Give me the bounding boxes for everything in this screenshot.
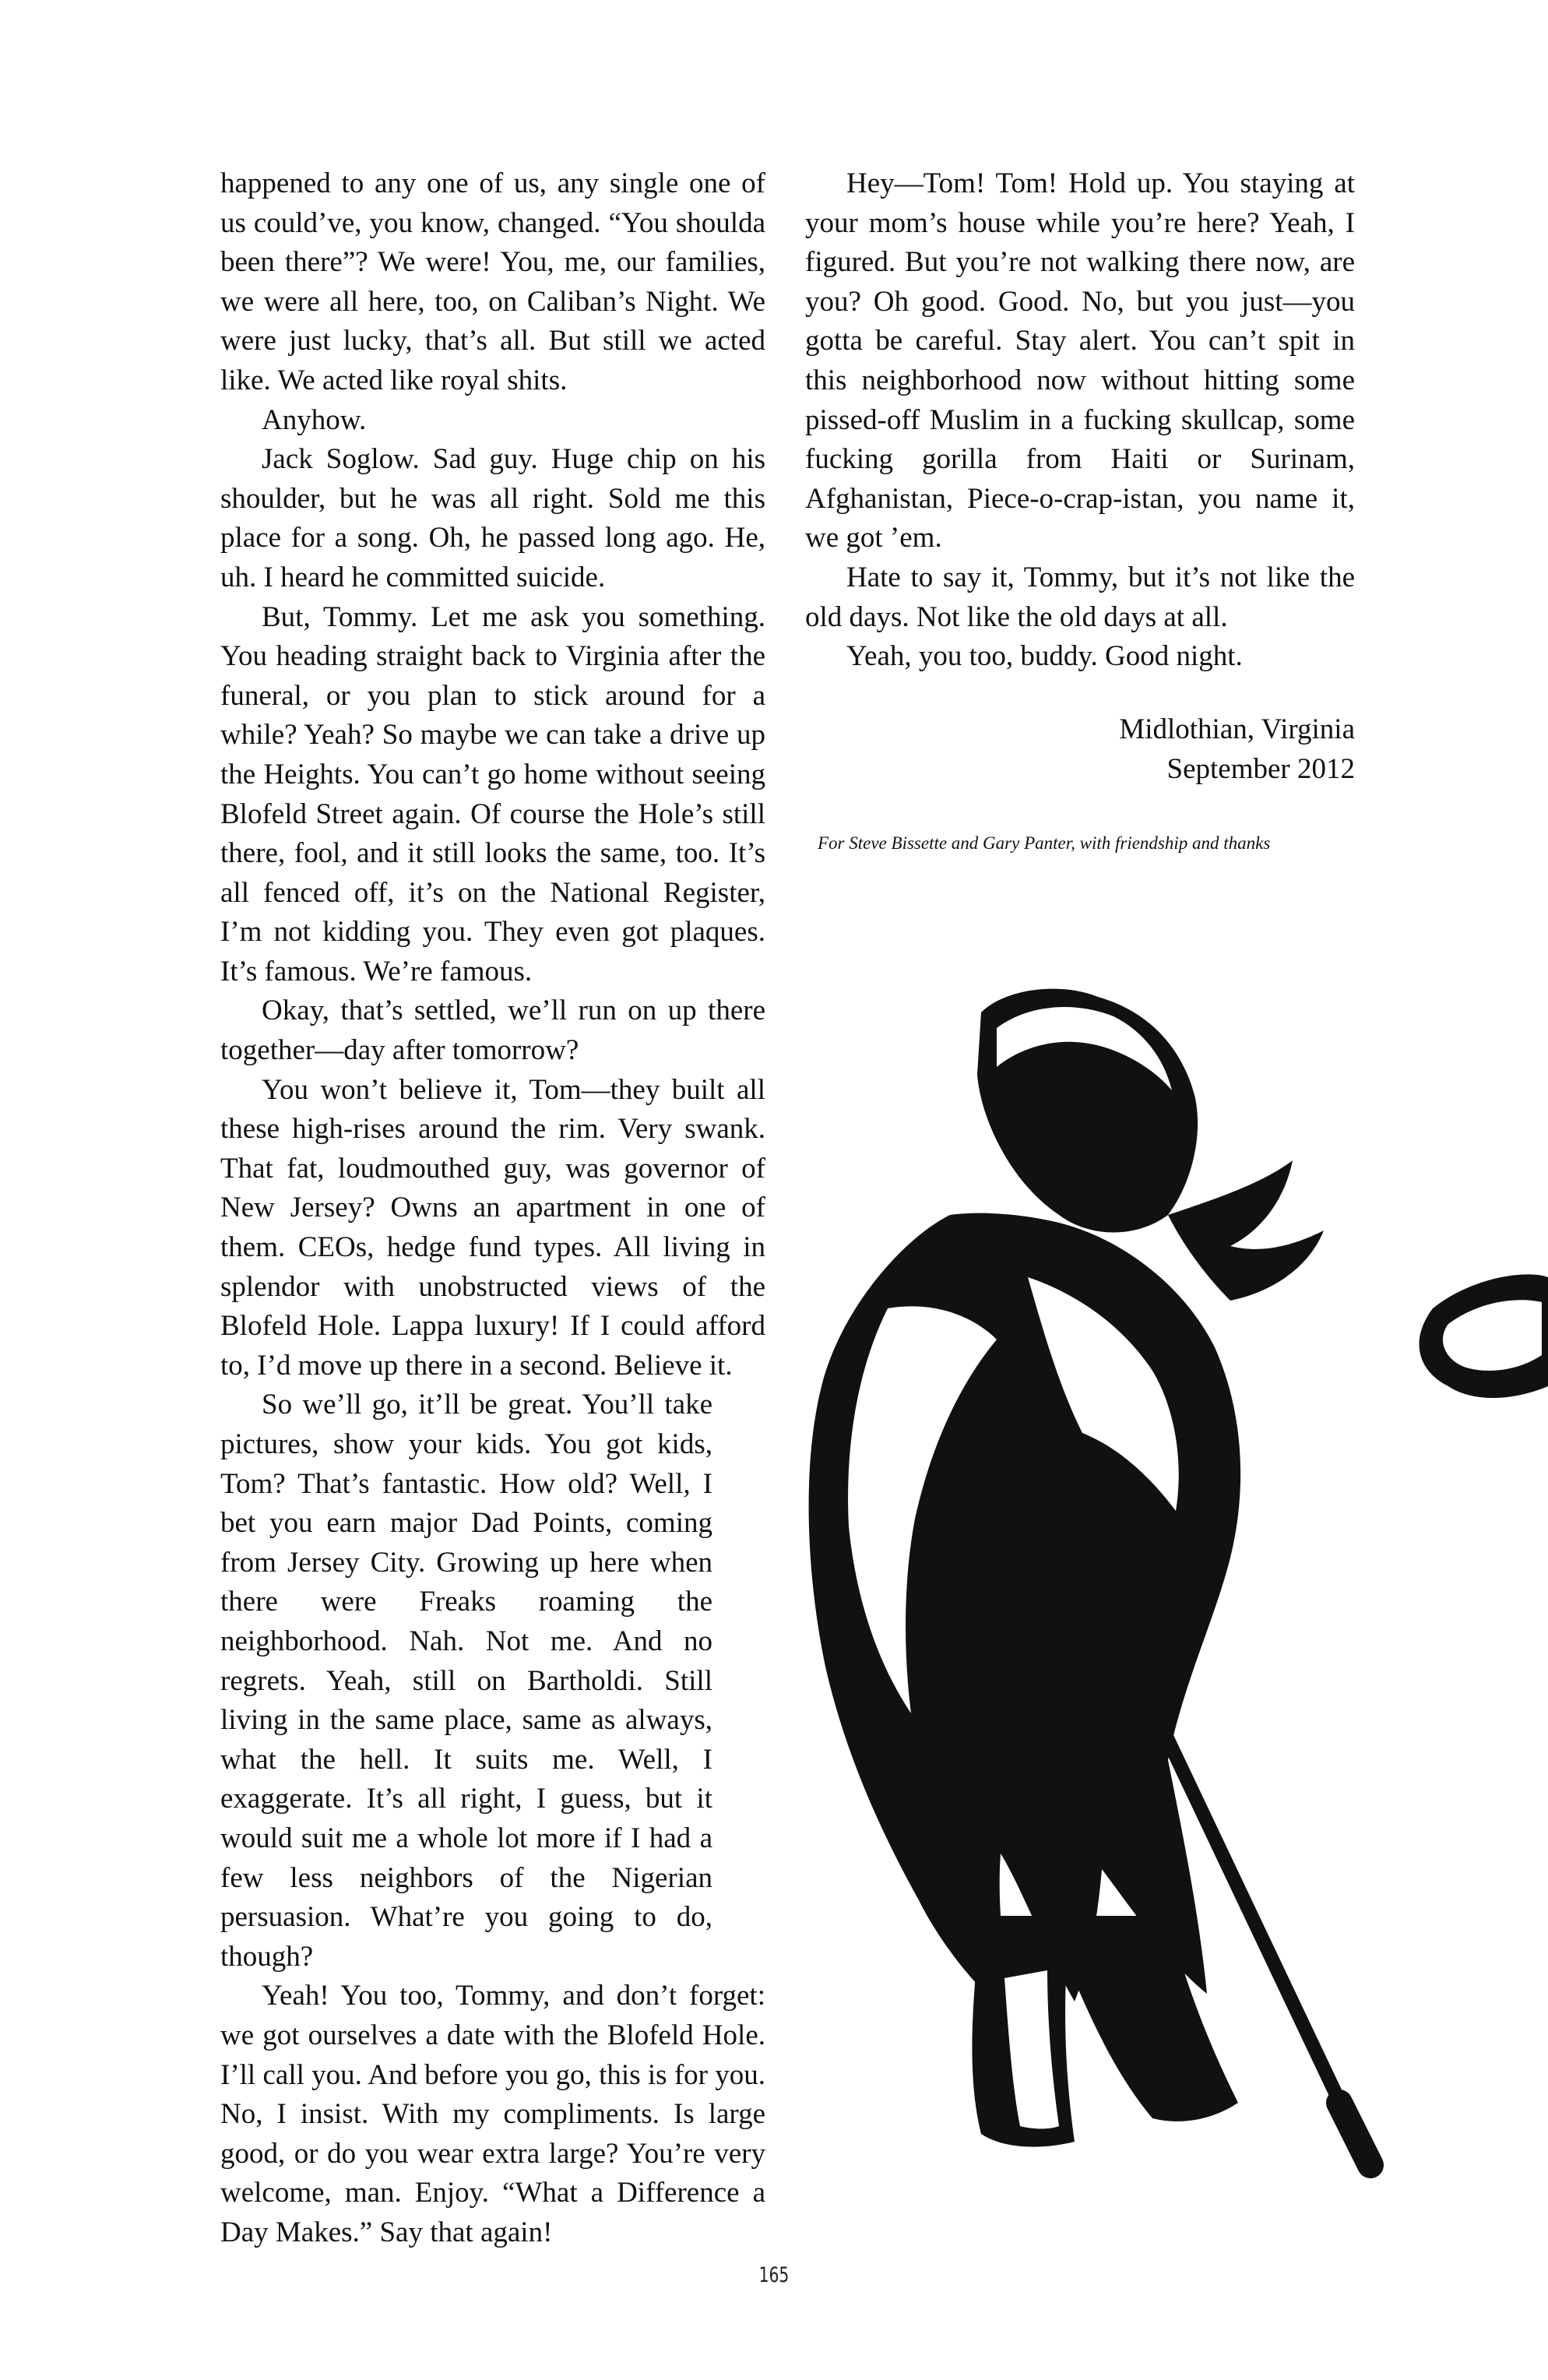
left-text-column: [220, 164, 765, 2252]
dedication: For Steve Bissette and Gary Panter, with friendship and thanks: [818, 833, 1271, 853]
paragraph: Hate to say it, Tommy, but it’s not like the old days. Not like the old days at all.: [805, 561, 1355, 633]
paragraph: Hey—Tom! Tom! Hold up. You staying at your mom’s house while you’re here? Yeah, I figured. But you’re not walking there now, are you? Oh good. Good. No, but you just—you gotta be careful. Stay alert. You can’t spit in this neighborhood now without hitting some pissed-off Muslim in a fucking skullcap, some fucking gorilla from Haiti or Surinam, Afghanistan, Piece-o-crap-istan, you name it, we got ’em.: [805, 167, 1355, 555]
paragraph: So we’ll go, it’ll be great. You’ll take pictures, show your kids. You got kids, Tom? That’s fantastic. How old? Well, I bet you earn major Dad Points, coming from Jersey City. Growing up here when there were Freaks roaming the neighborhood. Nah. Not me. And no regrets. Yeah, still on Bartholdi. Still living in the same place, same as always, what the hell. It suits me. Well, I exaggerate. It’s all right, I guess, but it would suit me a whole lot more if I had a few less neighbors of the Nigerian persuasion. What’re you going to do, though?: [220, 1389, 712, 1973]
paragraph: Jack Soglow. Sad guy. Huge chip on his shoulder, but he was all right. Sold me this place for a song. Oh, he passed long ago. He, uh. I heard he committed suicide.: [220, 443, 765, 593]
paragraph: Anyhow.: [262, 403, 367, 436]
paragraph: Yeah! You too, Tommy, and don’t forget: we got ourselves a date with the Blofeld Hole. I’ll call you. And before you go, this is for you. No, I insist. With my compliments. Is large good, or do you wear extra large? You’re very welcome, man. Enjoy. “What a Difference a Day Makes.” Say that again!: [220, 1980, 765, 2248]
paragraph: Okay, that’s settled, we’ll run on up there together—day after tomorrow?: [220, 995, 765, 1067]
page-number: 165: [758, 2263, 790, 2287]
paragraph: You won’t believe it, Tom—they built all these high-rises around the rim. Very swank. That fat, loudmouthed guy, was governor of New Jersey? Owns an apartment in one of them. CEOs, hedge fund types. All living in splendor with unobstructed views of the Blofeld Hole. Lappa luxury! If I could afford to, I’d move up there in a second. Believe it.: [220, 1073, 765, 1382]
signoff: [1119, 710, 1355, 789]
right-text-column: [805, 164, 1355, 677]
signoff-date: September 2012: [1166, 752, 1355, 785]
paragraph: Yeah, you too, buddy. Good night.: [846, 640, 1243, 673]
signoff-place: Midlothian, Virginia: [1119, 713, 1355, 745]
paragraph: happened to any one of us, any single one of us could’ve, you know, changed. “You shoulda been there”? We were! You, me, our families, we were all here, too, on Caliban’s Night. We were just lucky, that’s all. But still we acted like. We acted like royal shits.: [220, 167, 765, 396]
paragraph: But, Tommy. Let me ask you something. You heading straight back to Virginia after the funeral, or you plan to stick around for a while? Yeah? So maybe we can take a drive up the Heights. You can’t go home without seeing Blofeld Street again. Of course the Hole’s still there, fool, and it still looks the same, too. It’s all fenced off, it’s on the National Register, I’m not kidding you. They even got plaques. It’s famous. We’re famous.: [220, 600, 765, 988]
ink-illustration-figure: [748, 981, 1548, 2227]
scarf: [1168, 1160, 1324, 1301]
